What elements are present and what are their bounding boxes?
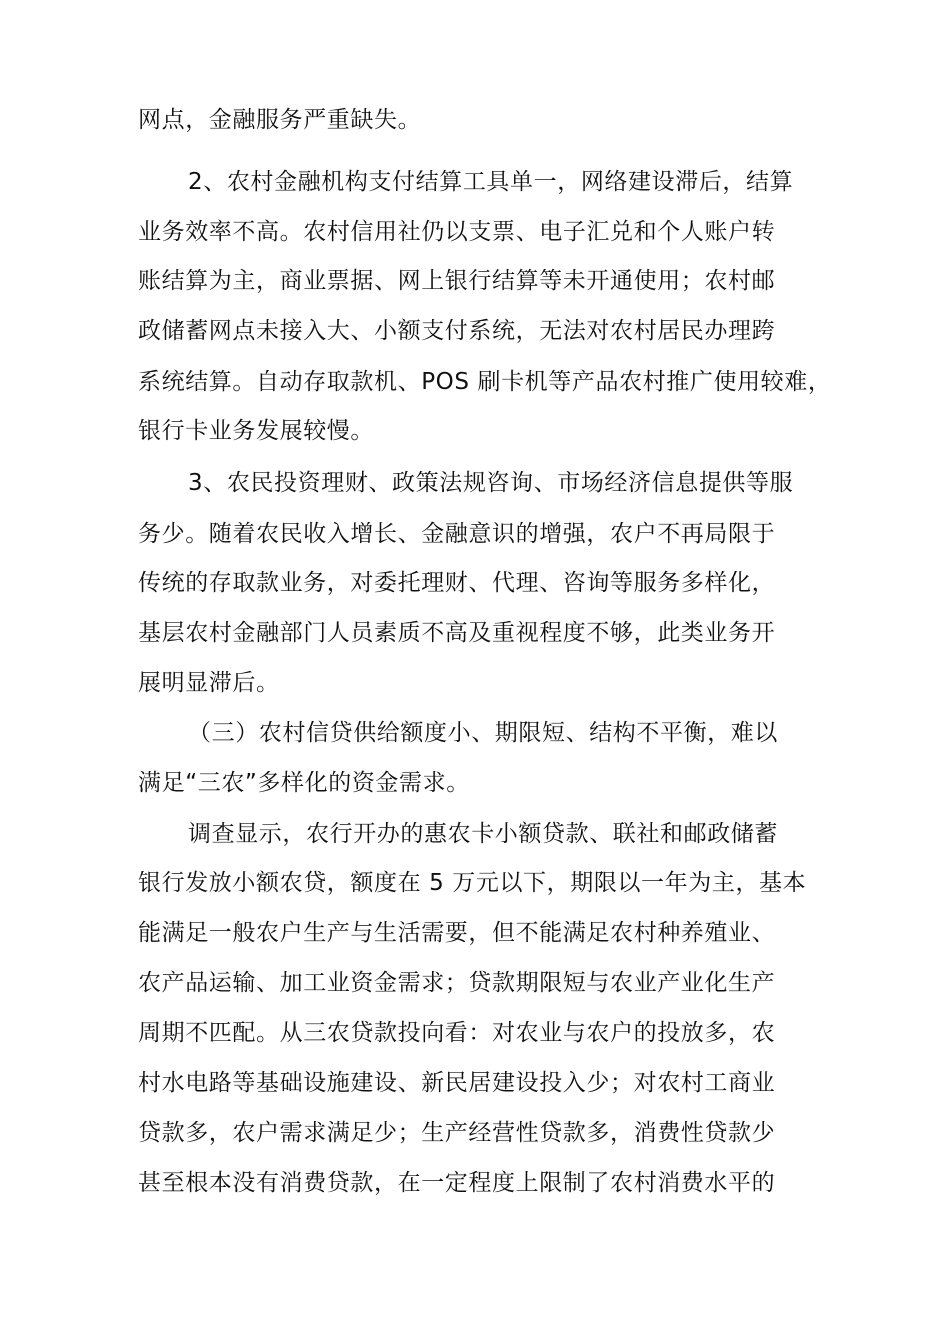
text-line: 周期不匹配。从三农贷款投向看：对农业与农户的投放多，农 bbox=[138, 1020, 776, 1046]
text-line: 能满足一般农户生产与生活需要，但不能满足农村种养殖业、 bbox=[138, 920, 776, 946]
section-heading: （三）农村信贷供给额度小、期限短、结构不平衡，难以 bbox=[188, 720, 778, 746]
text-line: 3、农民投资理财、政策法规咨询、市场经济信息提供等服 bbox=[188, 470, 794, 496]
text-line: 基层农村金融部门人员素质不高及重视程度不够，此类业务开 bbox=[138, 620, 776, 646]
text-line: 展明显滞后。 bbox=[138, 670, 280, 696]
text-line: 账结算为主，商业票据、网上银行结算等未开通使用；农村邮 bbox=[138, 268, 776, 294]
text-line: 传统的存取款业务，对委托理财、代理、咨询等服务多样化， bbox=[138, 570, 776, 596]
text-line: 农产品运输、加工业资金需求；贷款期限短与农业产业化生产 bbox=[138, 970, 776, 996]
text-line: 贷款多，农户需求满足少；生产经营性贷款多，消费性贷款少 bbox=[138, 1120, 776, 1146]
text-line: 调查显示，农行开办的惠农卡小额贷款、联社和邮政储蓄 bbox=[188, 821, 778, 847]
text-line: 网点，金融服务严重缺失。 bbox=[138, 107, 422, 133]
text-line: 银行卡业务发展较慢。 bbox=[138, 418, 374, 444]
text-line: 务少。随着农民收入增长、金融意识的增强，农户不再局限于 bbox=[138, 521, 776, 547]
text-line: 政储蓄网点未接入大、小额支付系统，无法对农村居民办理跨 bbox=[138, 318, 776, 344]
text-line: 业务效率不高。农村信用社仍以支票、电子汇兑和个人账户转 bbox=[138, 219, 776, 245]
text-line: 系统结算。自动存取款机、POS 刷卡机等产品农村推广使用较难， bbox=[138, 369, 832, 395]
text-line: 村水电路等基础设施建设、新民居建设投入少；对农村工商业 bbox=[138, 1070, 776, 1096]
text-line: 甚至根本没有消费贷款，在一定程度上限制了农村消费水平的 bbox=[138, 1170, 776, 1196]
section-heading: 满足“三农”多样化的资金需求。 bbox=[138, 770, 470, 796]
text-line: 2、农村金融机构支付结算工具单一，网络建设滞后，结算 bbox=[188, 169, 794, 195]
text-line: 银行发放小额农贷，额度在 5 万元以下，期限以一年为主，基本 bbox=[138, 870, 807, 896]
